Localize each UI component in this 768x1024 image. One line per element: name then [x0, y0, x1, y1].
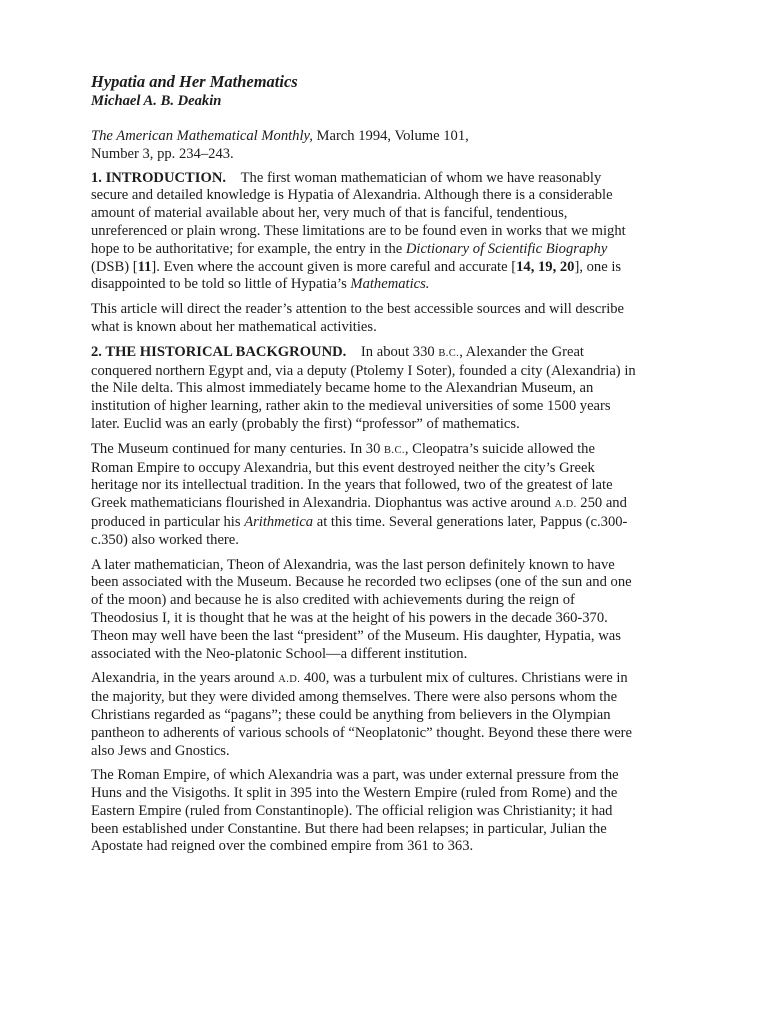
- background-p2-text-b: , Cleopatra’s suicide allowed the Roman Empire to occupy Alexandria, but this event destroyed neither the city’s Greek heritage nor its intellectual tradition. In the years that followed, two of the greatest of late Greek mathematicians flourished in Alexandria. Diophantus was active around: [91, 440, 613, 512]
- background-heading: 2. THE HISTORICAL BACKGROUND.: [91, 343, 347, 360]
- background-p2-text-c: 250 and produced in particular his: [91, 495, 627, 530]
- citation-issue: Number 3, pp. 234–243.: [91, 145, 234, 162]
- bc-abbrev: B.C.: [384, 444, 405, 456]
- intro-paragraph-1: [91, 170, 636, 295]
- citation-block: [91, 128, 636, 164]
- arithmetica-italic: Arithmetica: [244, 513, 314, 530]
- intro-text-a: The first woman mathematician of whom we have reasonably secure and detailed knowledge is Hypatia of Alexandria. Although there is a considerable amount of material available about her, very much of that is fanciful, tendentious, unreferenced or plain wrong. These limitations are to be found even in works that we might hope to be authoritative; for example, the entry in the: [91, 169, 626, 257]
- background-paragraph-2: [91, 441, 636, 550]
- intro-heading: 1. INTRODUCTION.: [91, 169, 227, 186]
- bc-abbrev: B.C.: [438, 347, 460, 359]
- dsb-title: Dictionary of Scientific Biography: [405, 240, 608, 257]
- journal-name: The American Mathematical Monthly,: [91, 128, 313, 144]
- background-paragraph-5: The Roman Empire, of which Alexandria was a part, was under external pressure from the Huns and the Visigoths. It split in 395 into the Western Empire (ruled from Rome) and the Eastern Empire (ruled from Constantinople). The official religion was Christianity; it had been established under Constantine. But there had been relapses; in particular, Julian the Apostate had reigned over the combined empire from 361 to 363.: [91, 767, 619, 855]
- background-p4-text-b: 400, was a turbulent mix of cultures. Christians were in the majority, but they were divided among themselves. There were also persons whom the Christians regarded as “pagans”; these could be anything from believers in the Olympian pantheon to adherents of various schools of “Neoplatonic” thought. Beyond these there were also Jews and Gnostics.: [91, 670, 633, 759]
- intro-text-d: ], one is disappointed to be told so little of Hypatia’s: [91, 258, 622, 293]
- article-author: Michael A. B. Deakin: [91, 93, 222, 109]
- background-paragraph-1: [91, 344, 636, 434]
- ad-abbrev: A.D.: [554, 499, 577, 511]
- background-p1-text-a: In about 330: [360, 343, 439, 360]
- mathematics-italic: Mathematics.: [350, 276, 430, 293]
- document-page: [91, 72, 636, 863]
- background-p2-text-d: at this time. Several generations later, Pappus (c.300-c.350) also worked there.: [91, 513, 628, 548]
- intro-text-b: (DSB) [: [91, 258, 138, 275]
- background-paragraph-3: A later mathematician, Theon of Alexandria, was the last person definitely known to have been associated with the Museum. Because he recorded two eclipses (one of the sun and one of the moon) and because he is also credited with achievements during the reign of Theodosius I, it is thought that he was at the height of his powers in the decade 360-370. Theon may well have been the last “president” of the Museum. His daughter, Hypatia, was associated with the Neo-platonic School—a different institution.: [91, 556, 632, 662]
- background-paragraph-4: [91, 670, 636, 760]
- intro-text-c: ]. Even where the account given is more careful and accurate [: [151, 258, 517, 275]
- intro-paragraph-2: This article will direct the reader’s attention to the best accessible sources and will describe what is known about her mathematical activities.: [91, 301, 625, 335]
- reference-11: 11: [137, 258, 152, 275]
- background-p2-text-a: The Museum continued for many centuries. In 30: [91, 440, 385, 457]
- background-p1-text-b: , Alexander the Great conquered northern Egypt and, via a deputy (Ptolemy I Soter), founded a city (Alexandria) in the Nile delta. This almost immediately became home to the Alexandrian Museum, an institution of higher learning, rather akin to the medieval universities of some 1500 years later. Euclid was an early (probably the first) “professor” of mathematics.: [91, 343, 636, 432]
- citation-details: March 1994, Volume 101,: [312, 128, 469, 144]
- reference-14-19-20: 14, 19, 20: [516, 258, 575, 275]
- ad-abbrev: A.D.: [278, 674, 301, 686]
- citation: [91, 128, 636, 164]
- article-title: Hypatia and Her Mathematics: [91, 72, 298, 91]
- background-p4-text-a: Alexandria, in the years around: [91, 670, 279, 687]
